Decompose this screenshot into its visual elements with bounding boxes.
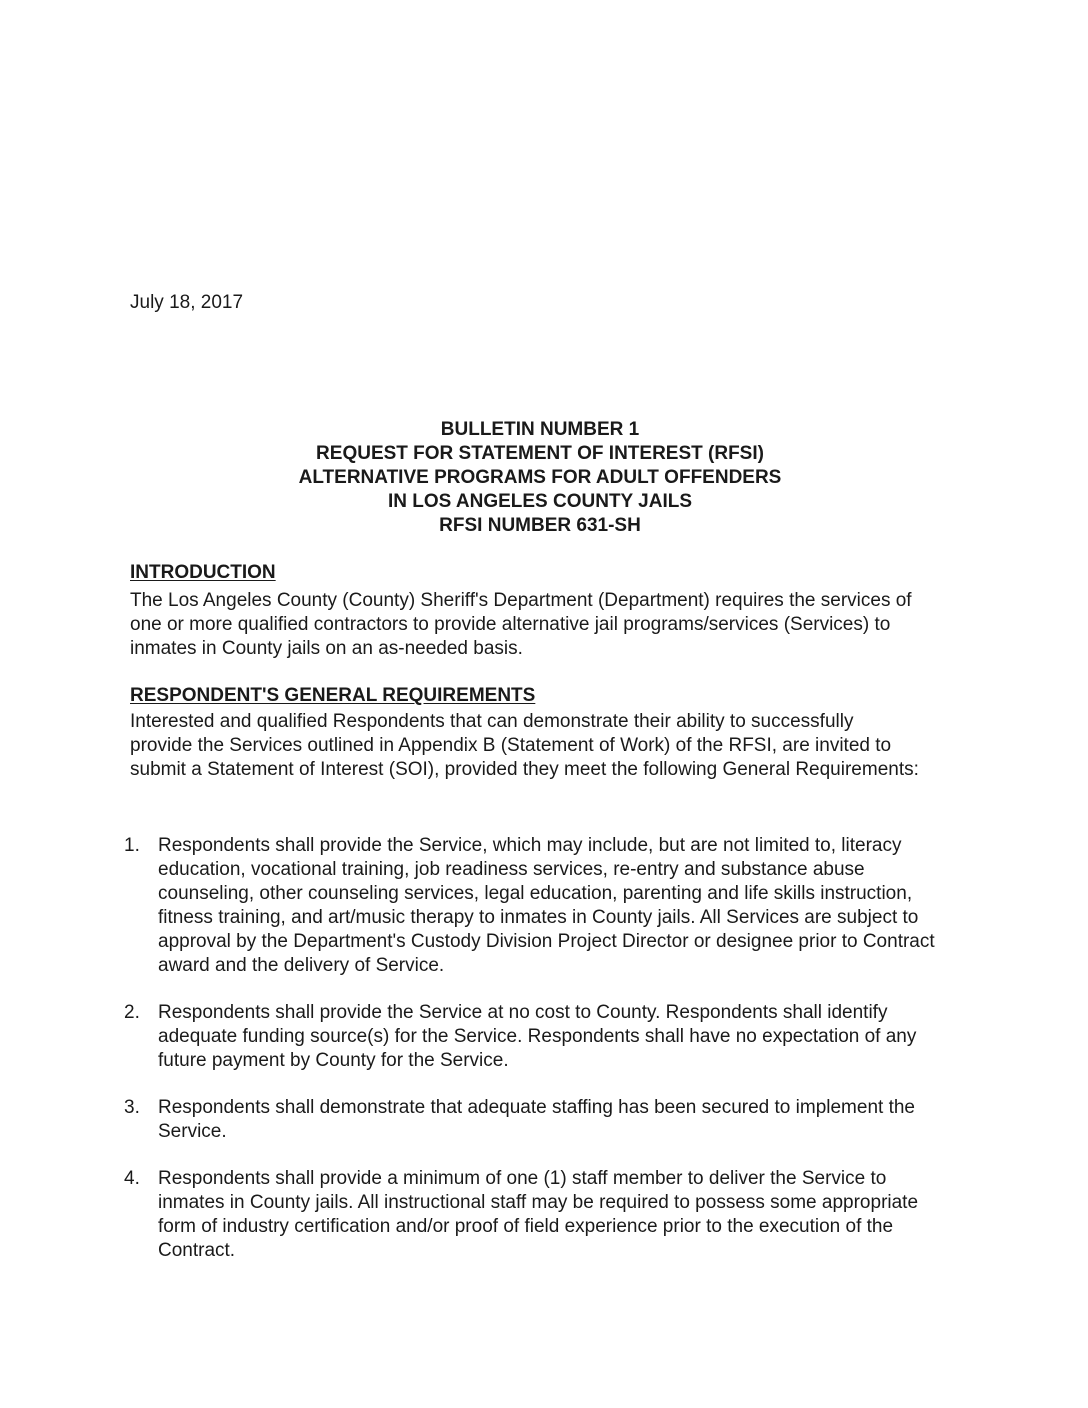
- document-date: July 18, 2017: [130, 292, 244, 313]
- introduction-heading: INTRODUCTION: [130, 562, 276, 583]
- list-item: [124, 834, 954, 978]
- list-item-text: Respondents shall provide a minimum of one (1) staff member to deliver the Service to inmates in County jails. All instructional staff may be required to possess some appropriate form of industry certification and/or proof of field experience prior to the execution of the Contract.: [158, 1168, 919, 1261]
- list-item: [124, 1001, 954, 1073]
- list-item: [124, 1096, 954, 1144]
- title-line: REQUEST FOR STATEMENT OF INTEREST (RFSI): [316, 443, 764, 464]
- list-item-number: 4.: [124, 1168, 140, 1189]
- list-item-number: 2.: [124, 1002, 140, 1023]
- introduction-paragraph: The Los Angeles County (County) Sheriff's Department (Department) requires the services of one or more qualified contractors to provide alternative jail programs/services (Services) to inmates in County jails on an as-needed basis.: [130, 590, 912, 659]
- title-line: IN LOS ANGELES COUNTY JAILS: [387, 491, 693, 512]
- requirements-list: [124, 834, 954, 1286]
- general-requirements-heading: RESPONDENT'S GENERAL REQUIREMENTS: [130, 685, 536, 706]
- list-item-text: Respondents shall demonstrate that adequate staffing has been secured to implement the Service.: [158, 1097, 915, 1142]
- list-item-number: 3.: [124, 1097, 140, 1118]
- bulletin-title: [130, 418, 950, 538]
- title-line: BULLETIN NUMBER 1: [440, 419, 640, 440]
- list-item-text: Respondents shall provide the Service, which may include, but are not limited to, literacy education, vocational training, job readiness services, re-entry and substance abuse counseling, other counseling services, legal education, parenting and life skills instruction, fitness training, and art/music therapy to inmates in County jails. All Services are subject to approval by the Department's Custody Division Project Director or designee prior to Contract award and the delivery of Service.: [158, 835, 935, 976]
- general-requirements-paragraph: Interested and qualified Respondents that can demonstrate their ability to successfully provide the Services outlined in Appendix B (Statement of Work) of the RFSI, are invited to submit a Statement of Interest (SOI), provided they meet the following General Requirements:: [130, 711, 919, 780]
- list-item-number: 1.: [124, 835, 140, 856]
- list-item-text: Respondents shall provide the Service at no cost to County. Respondents shall identify adequate funding source(s) for the Service. Respondents shall have no expectation of any future payment by County for the Service.: [158, 1002, 917, 1071]
- title-line: ALTERNATIVE PROGRAMS FOR ADULT OFFENDERS: [298, 467, 782, 488]
- list-item: [124, 1167, 954, 1263]
- title-line: RFSI NUMBER 631-SH: [439, 515, 641, 536]
